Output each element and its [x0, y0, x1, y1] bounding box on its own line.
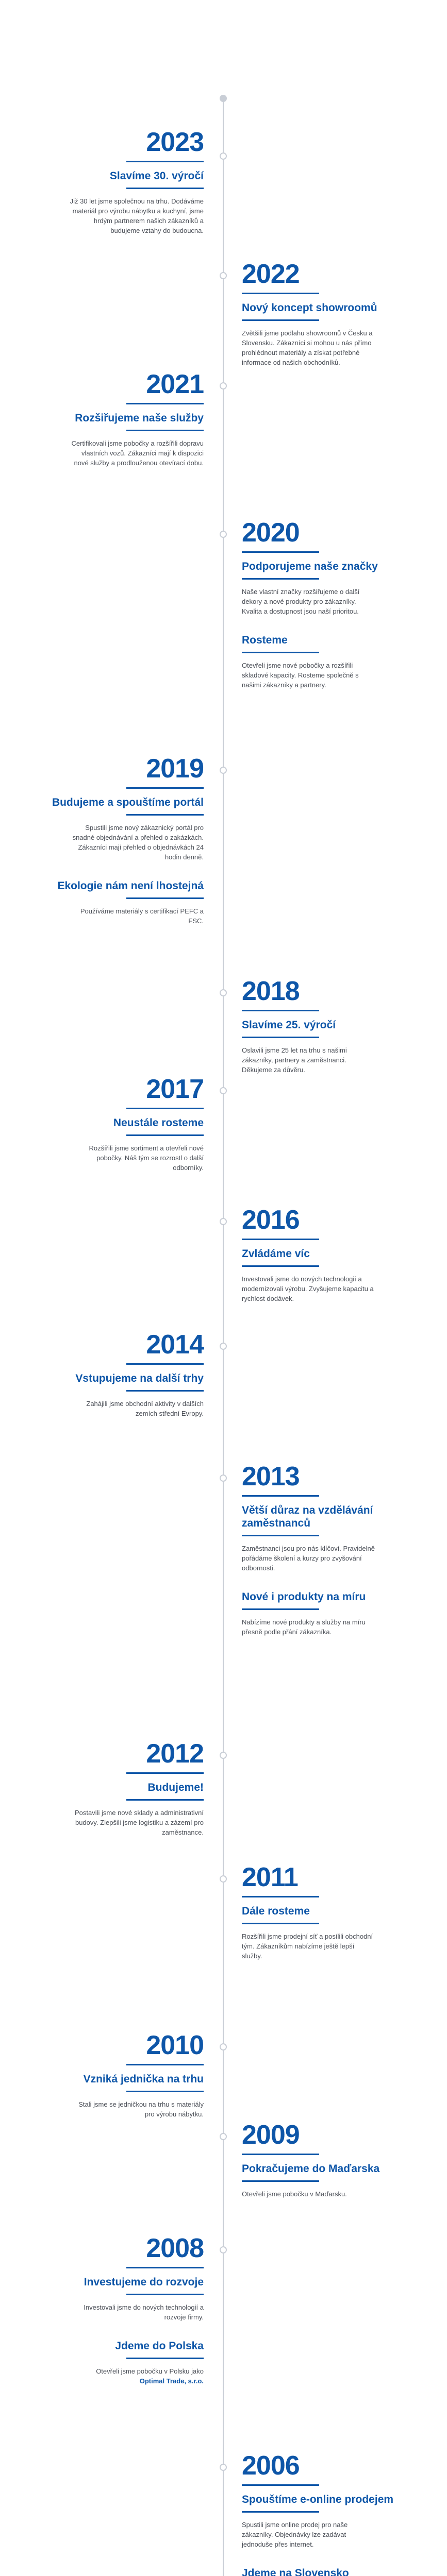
year-underline [126, 403, 204, 404]
entry-section [34, 2073, 204, 2119]
section-title: Nový koncept showroomů [242, 302, 377, 314]
entry-2023 [34, 128, 204, 253]
section-title: Pokračujeme do Maďarska [242, 2163, 380, 2175]
entry-section [34, 412, 204, 468]
year-underline [242, 1896, 319, 1897]
section-text: Postavili jsme nové sklady a administrativní budovy. Zlepšili jsme logistiku a zázemí pro zaměstnance. [75, 1809, 204, 1836]
section-title: Vzniká jednička na trhu [83, 2073, 204, 2085]
section-title: Podporujeme naše značky [242, 561, 378, 572]
entry-2012 [34, 1739, 204, 1855]
section-underline [242, 1535, 319, 1536]
entry-2011 [242, 1863, 412, 1978]
section-title: Neustále rosteme [113, 1117, 204, 1129]
section-title: Budujeme! [147, 1782, 204, 1793]
section-underline [242, 1923, 319, 1924]
entry-section [242, 2493, 412, 2549]
timeline-dot [220, 531, 227, 538]
entry-section [242, 2567, 412, 2576]
section-text: Naše vlastní značky rozšiřujeme o další dekory a nové produkty pro zákazníky. Kvalita a dostupnost jsou naší prioritou. [242, 588, 360, 615]
timeline-dot [220, 272, 227, 279]
section-underline [242, 2180, 319, 2182]
year-label: 2012 [146, 1739, 204, 1769]
section-underline [126, 1134, 204, 1136]
timeline-dot [220, 1875, 227, 1883]
entry-section [34, 879, 204, 926]
section-title: Slavíme 30. výročí [109, 170, 204, 182]
entry-section [242, 301, 412, 367]
section-underline [126, 814, 204, 816]
year-label: 2020 [242, 518, 300, 548]
year-underline [242, 2484, 319, 2486]
entry-section [34, 1116, 204, 1173]
section-underline [242, 2511, 319, 2513]
section-title: Vstupujeme na další trhy [75, 1372, 204, 1384]
year-label: 2019 [146, 754, 204, 784]
timeline-axis [223, 98, 224, 2576]
section-title: Jdeme do Polska [115, 2340, 204, 2352]
section-text: Certifikovali jsme pobočky a rozšířili dopravu vlastních vozů. Zákazníci mají k dispozici nové služby a prodlouženou otevírací dobu. [71, 439, 204, 467]
section-title: Slavíme 25. výročí [242, 1019, 336, 1031]
year-label: 2018 [242, 976, 300, 1006]
year-label: 2021 [146, 369, 204, 399]
section-underline [242, 652, 319, 653]
entry-2006 [242, 2451, 412, 2576]
section-text: Rozšířili jsme sortiment a otevřeli nové pobočky. Náš tým se rozrostl o další odborníky. [89, 1144, 204, 1172]
section-underline [126, 188, 204, 189]
year-underline [242, 1495, 319, 1497]
year-label: 2022 [242, 259, 300, 289]
year-label: 2006 [242, 2451, 300, 2481]
year-underline [126, 1363, 204, 1365]
section-underline [126, 430, 204, 431]
section-text: Používáme materiály s certifikací PEFC a FSC. [80, 907, 204, 925]
timeline-dot [220, 2133, 227, 2140]
year-underline [126, 161, 204, 162]
year-label: 2016 [242, 1205, 300, 1235]
section-text: Otevřeli jsme nové pobočky a rozšířili skladové kapacity. Rosteme společně s našimi zákazníky a partnery. [242, 662, 359, 689]
year-label: 2013 [242, 1462, 300, 1492]
entry-section [34, 2340, 204, 2386]
year-underline [126, 2064, 204, 2065]
year-label: 2008 [146, 2233, 204, 2263]
timeline-dot [220, 2464, 227, 2471]
year-underline [242, 1239, 319, 1240]
section-text: Nabízíme nové produkty a služby na míru přesně podle přání zákazníka. [242, 1618, 366, 1636]
entry-2009 [242, 2121, 412, 2216]
section-text: Rozšířili jsme prodejní síť a posílili obchodní tým. Zákazníkům nabízíme ještě lepší služby. [242, 1933, 373, 1960]
timeline-dot [220, 2043, 227, 2050]
section-text: Investovali jsme do nových technologií a rozvoje firmy. [84, 2303, 204, 2321]
entry-section [242, 1905, 412, 1961]
entry-2010 [34, 2031, 204, 2137]
timeline-dot [220, 152, 227, 160]
timeline-dot [220, 1475, 227, 1482]
entry-section [242, 634, 412, 690]
company-name-link[interactable]: Optimal Trade, s.r.o. [139, 2377, 204, 2385]
entry-2016 [242, 1206, 412, 1321]
year-label: 2023 [146, 127, 204, 157]
timeline-dot [220, 2246, 227, 2253]
entry-section [242, 1590, 412, 1637]
section-underline [126, 2091, 204, 2092]
entry-section [34, 2276, 204, 2322]
entry-2021 [34, 370, 204, 485]
timeline-dot [220, 1087, 227, 1094]
year-underline [242, 293, 319, 294]
section-text: Již 30 let jsme společnou na trhu. Dodáváme materiál pro výrobu nábytku a kuchyní, jsme hrdým partnerem našich zákazníků a budujeme vztahy do budoucna. [70, 197, 204, 234]
year-underline [126, 1772, 204, 1774]
entry-section [34, 1781, 204, 1837]
year-underline [126, 2267, 204, 2268]
section-text: Zvětšili jsme podlahu showroomů v Česku a Slovensku. Zákazníci si mohou u nás přímo prohlédnout materiály a získat potřebné informace od našich obchodníků. [242, 329, 373, 366]
timeline-dot [220, 767, 227, 774]
section-title: Větší důraz na vzdělávání zaměstnanců [242, 1504, 373, 1529]
section-text: Spustili jsme nový zákaznický portál pro snadné objednávání a přehled o zakázkách. Zákazníci mají přehled o objednávkách 24 hodin denně. [72, 824, 204, 861]
section-text: Spustili jsme online prodej pro naše zákazníky. Objednávky lze zadávat jednoduše přes internet. [242, 2521, 348, 2548]
year-underline [242, 2154, 319, 2155]
timeline-dot [220, 1752, 227, 1759]
entry-2014 [34, 1330, 204, 1436]
section-title: Zvládáme víc [242, 1248, 310, 1260]
section-title: Rosteme [242, 634, 288, 646]
entry-section [242, 1247, 412, 1303]
entry-2018 [242, 977, 412, 1092]
entry-section [242, 1504, 412, 1573]
year-underline [126, 1108, 204, 1109]
entry-2022 [242, 260, 412, 385]
year-underline [126, 787, 204, 789]
entry-section [242, 1019, 412, 1075]
section-text: Stali jsme se jedničkou na trhu s materiály pro výrobu nábytku. [78, 2100, 204, 2118]
section-underline [242, 578, 319, 580]
entry-section [34, 796, 204, 862]
timeline-axis-cap [220, 95, 227, 102]
section-title: Spouštíme e-online prodejem [242, 2494, 394, 2505]
section-title: Rozšiřujeme naše služby [75, 412, 204, 424]
section-title: Budujeme a spouštíme portál [52, 796, 204, 808]
year-label: 2014 [146, 1330, 204, 1360]
section-text [34, 2366, 204, 2386]
section-underline [242, 1037, 319, 1038]
section-text: Otevřeli jsme pobočku v Maďarsku. [242, 2190, 347, 2198]
year-label: 2010 [146, 2030, 204, 2060]
entry-2020 [242, 518, 412, 707]
entry-section [34, 170, 204, 235]
section-title: Nové i produkty na míru [242, 1591, 366, 1603]
entry-section [242, 560, 412, 616]
year-label: 2017 [146, 1074, 204, 1104]
entry-2017 [34, 1075, 204, 1190]
section-underline [126, 897, 204, 899]
section-underline [126, 1390, 204, 1392]
section-underline [242, 1608, 319, 1610]
section-text: Zahájili jsme obchodní aktivity v dalších zemích střední Evropy. [86, 1400, 204, 1417]
section-underline [126, 2294, 204, 2295]
year-label: 2009 [242, 2120, 300, 2150]
timeline-dot [220, 1218, 227, 1225]
section-text-main: Otevřeli jsme pobočku v Polsku jako [96, 2367, 204, 2375]
section-title: Dále rosteme [242, 1905, 310, 1917]
year-underline [242, 1010, 319, 1011]
entry-2019 [34, 754, 204, 943]
year-underline [242, 551, 319, 553]
section-underline [242, 1265, 319, 1267]
year-label: 2011 [242, 1862, 298, 1892]
entry-2008 [34, 2234, 204, 2403]
timeline-dot [220, 1343, 227, 1350]
section-text: Zaměstnanci jsou pro nás klíčoví. Pravidelně pořádáme školení a kurzy pro zvyšování odbornosti. [242, 1545, 375, 1572]
section-title: Ekologie nám není lhostejná [57, 880, 204, 892]
section-text: Oslavili jsme 25 let na trhu s našimi zákazníky, partnery a zaměstnanci. Děkujeme za důvěru. [242, 1046, 347, 1074]
section-underline [126, 1799, 204, 1801]
section-underline [242, 319, 319, 321]
section-title: Jdeme na Slovensko [242, 2567, 349, 2576]
entry-section [242, 2162, 412, 2199]
timeline-dot [220, 382, 227, 389]
entry-section [34, 1372, 204, 1418]
section-title: Investujeme do rozvoje [84, 2276, 204, 2288]
entry-2013 [242, 1462, 412, 1654]
section-underline [126, 2358, 204, 2359]
timeline-dot [220, 989, 227, 996]
section-text: Investovali jsme do nových technologií a modernizovali výrobu. Zvyšujeme kapacitu a rychlost dodávek. [242, 1275, 374, 1302]
